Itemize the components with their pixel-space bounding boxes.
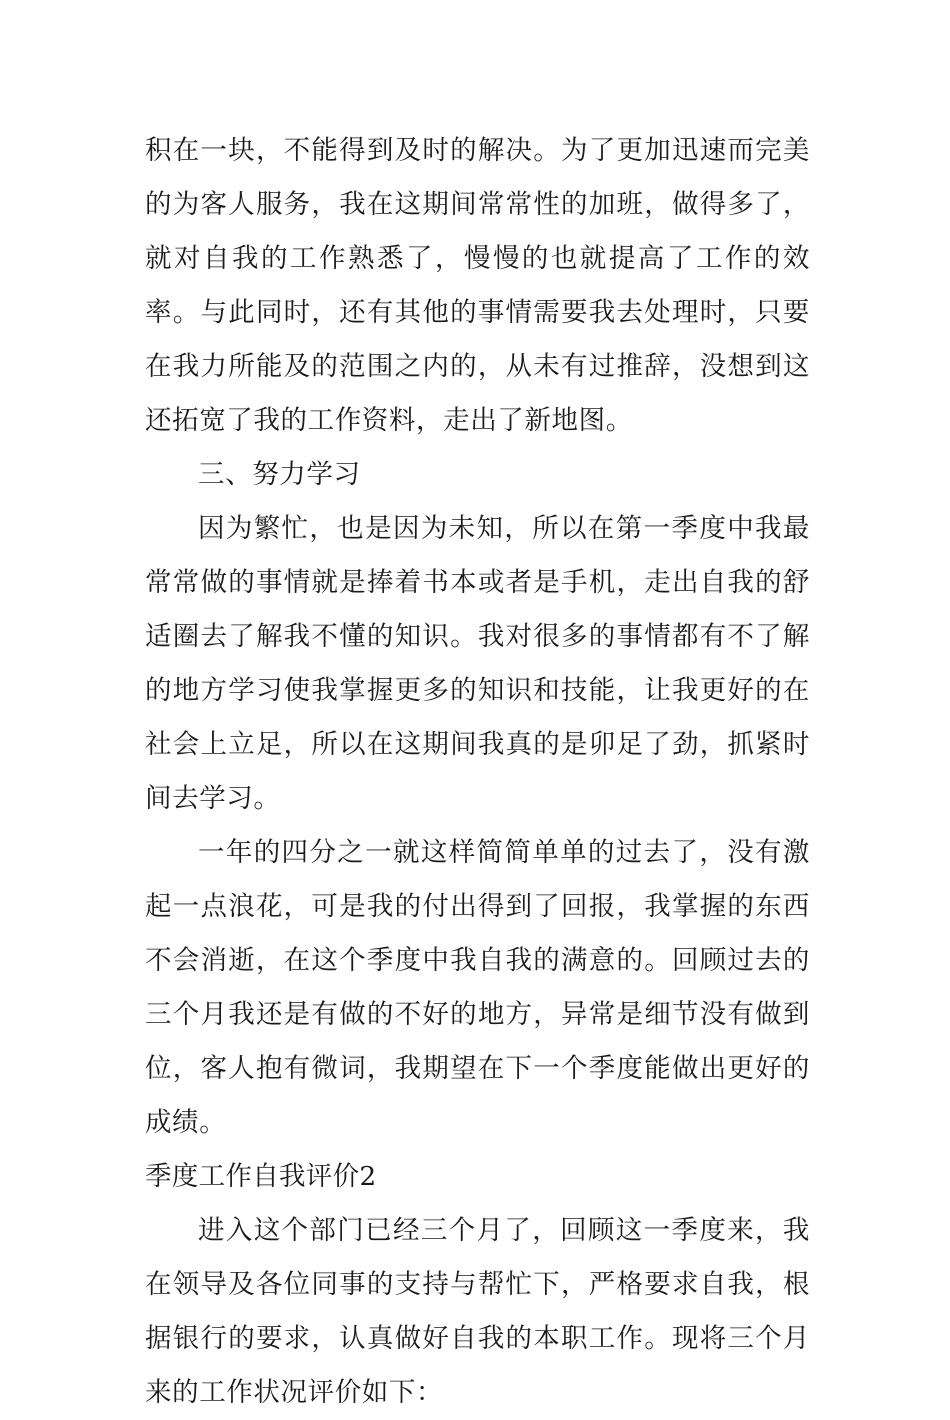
paragraph-work-continuation: 积在一块，不能得到及时的解决。为了更加迅速而完美的为客人服务，我在这期间常常性的加班，做得多了，就对自我的工作熟悉了，慢慢的也就提高了工作的效率。与此同时，还有其他的事情需要我去处理时，只要在我力所能及的范围之内的，从未有过推辞，没想到这还拓宽了我的工作资料，走出了新地图。 bbox=[145, 135, 810, 436]
paragraph-evaluation-intro: 进入这个部门已经三个月了，回顾这一季度来，我在领导及各位同事的支持与帮忙下，严格要求自我，根据银行的要求，认真做好自我的本职工作。现将三个月来的工作状况评价如下： bbox=[145, 1215, 810, 1408]
paragraph-quarter-summary: 一年的四分之一就这样简简单单的过去了，没有激起一点浪花，可是我的付出得到了回报，我掌握的东西不会消逝，在这个季度中我自我的满意的。回顾过去的三个月我还是有做的不好的地方，异常是细节没有做到位，客人抱有微词，我期望在下一个季度能做出更好的成绩。 bbox=[145, 837, 810, 1138]
document-body bbox=[145, 124, 810, 1420]
paragraph-study: 因为繁忙，也是因为未知，所以在第一季度中我最常常做的事情就是捧着书本或者是手机，走出自我的舒适圈去了解我不懂的知识。我对很多的事情都有不了解的地方学习使我掌握更多的知识和技能，让我更好的在社会上立足，所以在这期间我真的是卯足了劲，抓紧时间去学习。 bbox=[145, 513, 810, 814]
article-heading-evaluation-2: 季度工作自我评价2 bbox=[145, 1161, 377, 1192]
section-heading-study: 三、努力学习 bbox=[198, 459, 361, 490]
